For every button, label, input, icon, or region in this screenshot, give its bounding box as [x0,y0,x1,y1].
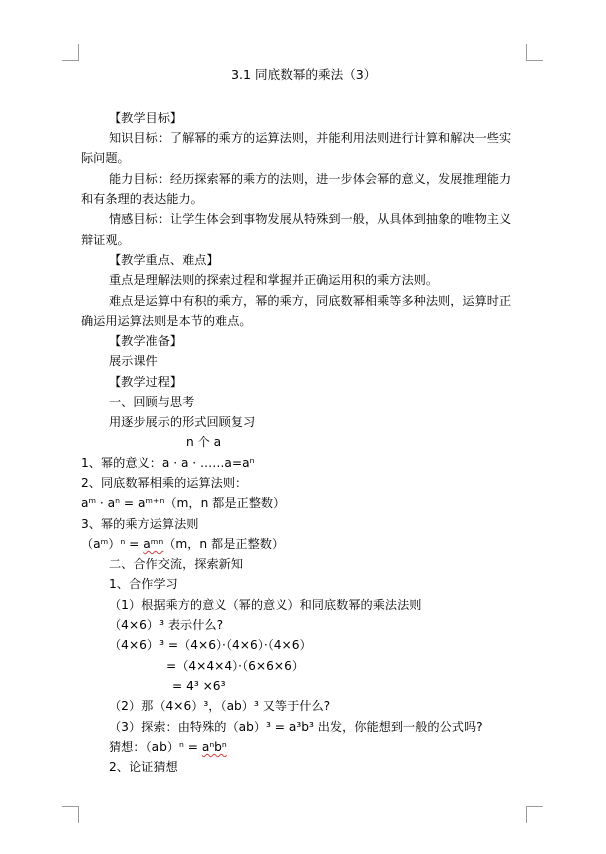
crop-mark-bottom-right [526,806,543,823]
goals-heading: 【教学目标】 [109,111,183,125]
guess-pre: 猜想：（ab）ⁿ = [109,740,202,754]
rule3-title: 3、幂的乘方运算法则 [81,517,199,531]
review-intro: 用逐步展示的形式回顾复习 [109,415,256,429]
equation-2: =（4×4×4）·（6×6×6） [166,659,305,673]
guess-line [109,739,227,755]
equation-1: （4×6）³ =（4×6）·（4×6）·（4×6） [109,638,312,652]
crop-mark-top-right [526,44,543,61]
question-2: （2）那（4×6）³，（ab）³ 又等于什么? [109,699,331,713]
emotion-goal-line-2: 辩证观。 [81,233,130,247]
ability-goal-line-1: 能力目标：经历探索幂的乘方的法则，进一步体会幂的意义，发展推理能力 [109,172,512,186]
rule2-title: 2、同底数幂相乘的运算法则： [81,476,248,490]
question-1a: （4×6）³ 表示什么? [109,618,224,632]
guess-anbn: aⁿbⁿ [201,740,227,754]
process-heading: 【教学过程】 [109,375,183,389]
focus-text: 重点是理解法则的探索过程和掌握并正确运用积的乘方法则。 [109,273,439,287]
proof-heading: 2、论证猜想 [109,760,178,774]
section-explore: 二、合作交流，探索新知 [109,557,244,571]
knowledge-goal-line-1: 知识目标：了解幂的乘方的运算法则，并能利用法则进行计算和解决一些实 [109,131,512,145]
key-points-heading: 【教学重点、难点】 [109,253,219,267]
question-3: （3）探索：由特殊的（ab）³ = a³b³ 出发，你能想到一般的公式吗? [109,720,483,734]
question-1: （1）根据乘方的意义（幂的意义）和同底数幂的乘法法则 [109,598,422,612]
knowledge-goal-line-2: 际问题。 [81,151,130,165]
power-meaning: 1、幂的意义：a · a · ……a=aⁿ [81,456,255,470]
coop-learning: 1、合作学习 [109,577,178,591]
difficulty-line-1: 难点是运算中有积的乘方，幂的乘方，同底数幂相乘等多种法则，运算时正 [109,294,512,308]
document-title: 3.1 同底数幂的乘法（3） [231,67,377,82]
crop-mark-top-left [62,44,79,61]
crop-mark-bottom-left [62,806,79,823]
rule3-formula [81,536,284,552]
emotion-goal-line-1: 情感目标：让学生体会到事物发展从特殊到一般，从具体到抽象的唯物主义 [109,212,512,226]
difficulty-line-2: 确运用运算法则是本节的难点。 [81,314,252,328]
preparation-item: 展示课件 [109,354,158,368]
n-a-label: n 个 a [186,435,222,449]
ability-goal-line-2: 和有条理的表达能力。 [81,192,203,206]
rule2-formula: aᵐ · aⁿ = aᵐ⁺ⁿ（m，n 都是正整数） [81,496,286,510]
equation-3: = 4³ ×6³ [172,679,226,693]
section-review: 一、回顾与思考 [109,395,195,409]
rule3-formula-amn: aᵐⁿ [143,537,164,551]
preparation-heading: 【教学准备】 [109,334,183,348]
rule3-formula-pre: （aᵐ）ⁿ = [81,537,144,551]
rule3-formula-post: （m，n 都是正整数） [163,537,285,551]
